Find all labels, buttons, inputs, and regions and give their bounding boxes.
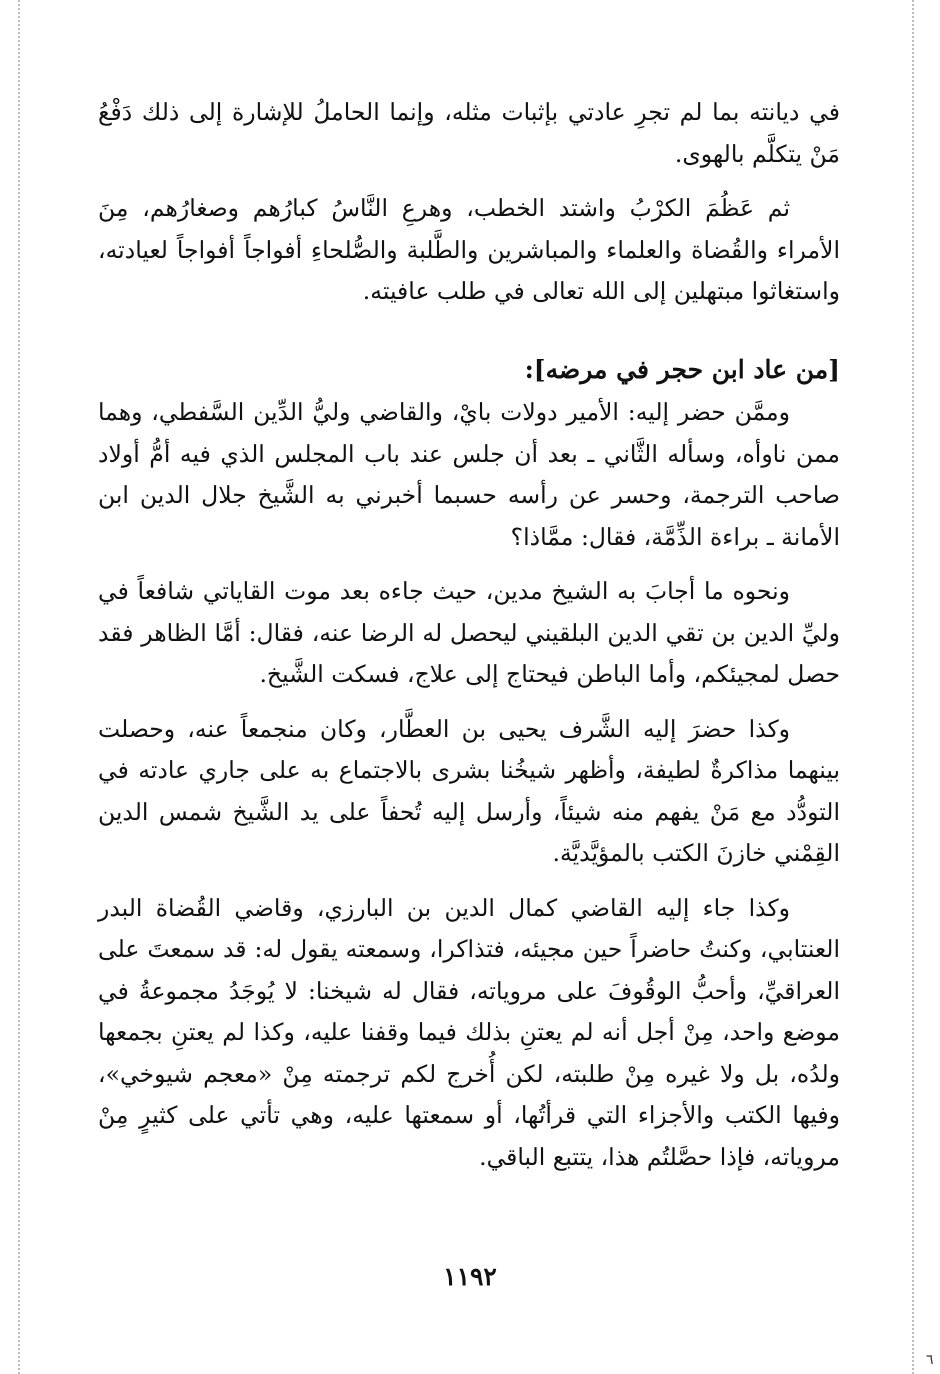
corner-mark: ٦ <box>926 1352 934 1368</box>
right-dotted-margin-line <box>912 0 914 1374</box>
paragraph-3: وممَّن حضر إليه: الأمير دولات بايْ، والقاضي وليُّ الدِّين السَّفطي، وهما ممن ناوأه، وسأله الثَّاني ـ بعد أن جلس عند باب المجلس الذي فيه أمُّ أولاد صاحب الترجمة، وحسر عن رأسه حسبما أخبرني به الشَّيخ جلال الدين ابن الأمانة ـ براءة الذِّمَّة، فقال: ممَّاذا؟ <box>98 398 840 551</box>
paragraph-4: ونحوه ما أجابَ به الشيخ مدين، حيث جاءه بعد موت القاياتي شافعاً في وليِّ الدين بن تقي الدين البلقيني ليحصل له الرضا عنه، فقال: أمَّا الظاهر فقد حصل لمجيئكم، وأما الباطن فيحتاج إلى علاج، فسكت الشَّيخ. <box>98 577 840 688</box>
paragraph-5: وكذا حضرَ إليه الشَّرف يحيى بن العطَّار، وكان منجمعاً عنه، وحصلت بينهما مذاكرةٌ لطيفة، وأظهر شيخُنا بشرى بالاجتماع به على جاري عادته في التودُّد مع مَنْ يفهم منه شيئاً، وأرسل إليه تُحفاً على يد الشَّيخ شمس الدين القِمْني خازنَ الكتب بالمؤيَّديَّة. <box>98 714 840 867</box>
paragraph-2: ثم عَظُمَ الكرْبُ واشتد الخطب، وهرعِ النَّاسُ كبارُهم وصغارُهم، مِنَ الأمراء والقُضاة والعلماء والمباشرين والطَّلبة والصُّلحاءِ أفواجاً أفواجاً لعيادته، واستغاثوا مبتهلين إلى الله تعالى في طلب عافيته. <box>98 194 840 305</box>
paragraph-1: في ديانته بما لم تجرِ عادتي بإثبات مثله، وإنما الحاملُ للإشارة إلى ذلك دَفْعُ مَنْ يتكلَّم بالهوى. <box>98 98 840 168</box>
page-number: ١١٩٢ <box>443 1262 497 1291</box>
left-dotted-margin-line <box>18 0 20 1374</box>
paragraph-6: وكذا جاء إليه القاضي كمال الدين بن البارزي، وقاضي القُضاة البدر العنتابي، وكنتُ حاضراً حين مجيئه، فتذاكرا، وسمعته يقول له: قد سمعتَ على العراقيِّ، وأحبُّ الوقُوفَ على مروياته، فقال له شيخنا: لا يُوجَدُ مجموعةُ في موضع واحد، مِنْ أجل أنه لم يعتنِ بذلك فيما وقفنا عليه، وكذا لم يعتنِ بجمعها ولدُه، بل ولا غيره مِنْ طلبته، لكن أُخرج لكم ترجمته مِنْ «معجم شيوخي»، وفيها الكتب والأجزاء التي قرأتُها، أو سمعتها عليه، وهي تأتي على كثيرٍ مِنْ مروياته، فإذا حصَّلتُم هذا، يتتبع الباقي. <box>98 893 840 1171</box>
body-text <box>98 92 840 1191</box>
section-heading: [من عاد ابن حجر في مرضه]: <box>524 354 840 384</box>
